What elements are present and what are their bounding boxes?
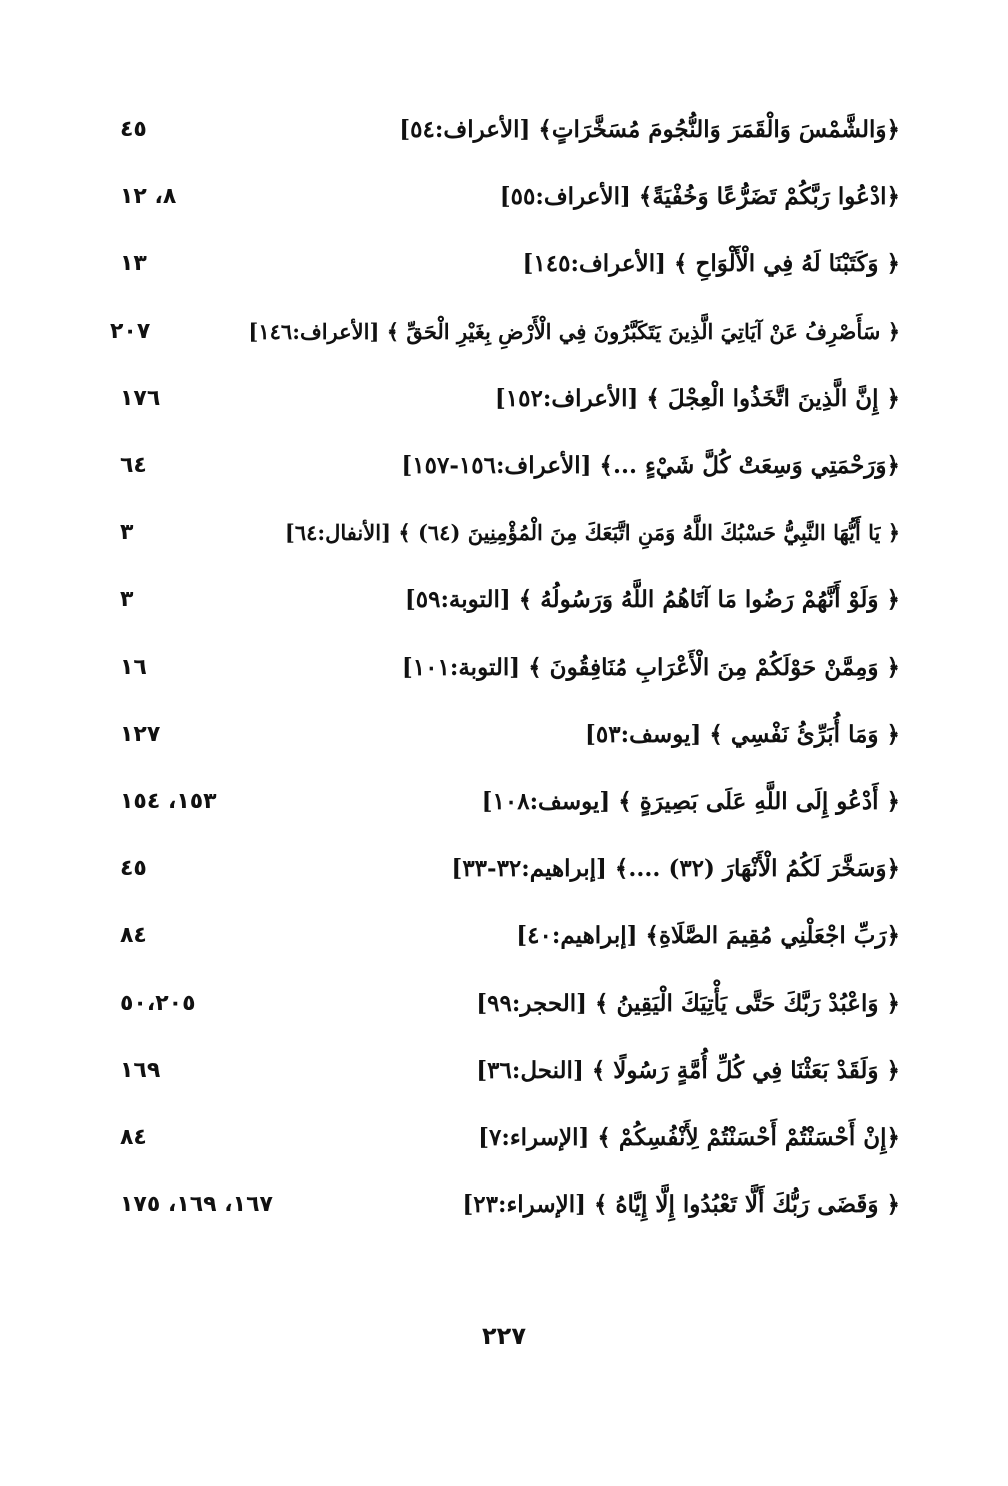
list-item — [110, 432, 900, 499]
page-references: ٤٥ — [120, 856, 147, 882]
verse-text: ﴿ وَلَوْ أَنَّهُمْ رَضُوا مَا آتَاهُمُ اللَّهُ وَرَسُولُهُ ﴾ [التوبة:٥٩] — [404, 586, 900, 614]
list-item — [110, 634, 900, 701]
page-references: ٨٤ — [120, 1124, 147, 1150]
page-references: ١٦٩ — [120, 1057, 161, 1083]
verse-text: ﴿ سَأَصْرِفُ عَنْ آيَاتِيَ الَّذِينَ يَتَكَبَّرُونَ فِي الْأَرْضِ بِغَيْرِ الْحَقِّ ﴾ [الأعراف:١٤٦] — [248, 318, 900, 344]
verse-index-list — [110, 96, 900, 1238]
page-references: ٣ — [120, 520, 134, 546]
list-item — [110, 298, 900, 365]
verse-text: ﴿ادْعُوا رَبَّكُمْ تَضَرُّعًا وَخُفْيَةً﴾ [الأعراف:٥٥] — [499, 183, 900, 211]
verse-text: ﴿ وَكَتَبْنَا لَهُ فِي الْأَلْوَاحِ ﴾ [الأعراف:١٤٥] — [522, 250, 900, 278]
list-item — [110, 969, 900, 1036]
verse-text: ﴿وَرَحْمَتِي وَسِعَتْ كُلَّ شَيْءٍ ...﴾ [الأعراف:١٥٦-١٥٧] — [401, 452, 900, 480]
list-item — [110, 499, 900, 566]
page-references: ١٧٦ — [120, 385, 161, 411]
verse-text: ﴿ وَمِمَّنْ حَوْلَكُمْ مِنَ الْأَعْرَابِ مُنَافِقُونَ ﴾ [التوبة:١٠١] — [401, 653, 900, 681]
page-number: ٢٢٧ — [482, 1322, 526, 1350]
verse-text: ﴿ وَمَا أُبَرِّئُ نَفْسِي ﴾ [يوسف:٥٣] — [585, 720, 900, 748]
verse-text: ﴿وَسَخَّرَ لَكُمُ الْأَنْهَارَ (٣٢) ....﴾ [إبراهيم:٣٢-٣٣] — [451, 855, 900, 883]
page-references: ١٦٧، ١٦٩، ١٧٥ — [120, 1192, 273, 1218]
page-references: ١٦ — [120, 654, 147, 680]
page-references: ٥٠،٢٠٥ — [120, 990, 196, 1016]
page-references: ٨٤ — [120, 923, 147, 949]
list-item — [110, 902, 900, 969]
verse-text: ﴿ وَاعْبُدْ رَبَّكَ حَتَّى يَأْتِيَكَ الْيَقِينُ ﴾ [الحجر:٩٩] — [476, 989, 900, 1017]
list-item — [110, 1171, 900, 1238]
list-item — [110, 365, 900, 432]
list-item — [110, 163, 900, 230]
page-references: ٢٠٧ — [110, 318, 151, 344]
page-references: ١٥٣، ١٥٤ — [120, 788, 217, 814]
list-item — [110, 768, 900, 835]
list-item — [110, 835, 900, 902]
page-references: ١٣ — [120, 251, 147, 277]
page-references: ١٢٧ — [120, 721, 161, 747]
verse-text: ﴿ أَدْعُو إِلَى اللَّهِ عَلَى بَصِيرَةٍ ﴾ [يوسف:١٠٨] — [481, 787, 900, 815]
verse-text: ﴿ إِنَّ الَّذِينَ اتَّخَذُوا الْعِجْلَ ﴾ [الأعراف:١٥٢] — [494, 384, 900, 412]
verse-text: ﴿ يَا أَيُّهَا النَّبِيُّ حَسْبُكَ اللَّهُ وَمَنِ اتَّبَعَكَ مِنَ الْمُؤْمِنِينَ (٦٤) ﴾ [الأنفال:٦٤] — [284, 520, 900, 546]
page-references: ٤٥ — [120, 117, 147, 143]
list-item — [110, 566, 900, 633]
verse-text: ﴿ وَلَقَدْ بَعَثْنَا فِي كُلِّ أُمَّةٍ رَسُولًا ﴾ [النحل:٣٦] — [476, 1056, 900, 1084]
list-item — [110, 701, 900, 768]
list-item — [110, 230, 900, 297]
verse-text: ﴿ وَقَضَى رَبُّكَ أَلَّا تَعْبُدُوا إِلَّا إِيَّاهُ ﴾ [الإسراء:٢٣] — [462, 1191, 900, 1219]
list-item — [110, 1037, 900, 1104]
list-item — [110, 96, 900, 163]
verse-text: ﴿رَبِّ اجْعَلْنِي مُقِيمَ الصَّلَاةِ﴾ [إبراهيم:٤٠] — [516, 922, 900, 950]
verse-text: ﴿وَالشَّمْسَ وَالْقَمَرَ وَالنُّجُومَ مُسَخَّرَاتٍ﴾ [الأعراف:٥٤] — [399, 116, 900, 144]
page-references: ٨، ١٢ — [120, 184, 177, 210]
page-references: ٣ — [120, 587, 134, 613]
verse-text: ﴿إِنْ أَحْسَنْتُمْ أَحْسَنْتُمْ لِأَنْفُسِكُمْ ﴾ [الإسراء:٧] — [478, 1123, 900, 1151]
list-item — [110, 1104, 900, 1171]
page-references: ٦٤ — [120, 453, 147, 479]
